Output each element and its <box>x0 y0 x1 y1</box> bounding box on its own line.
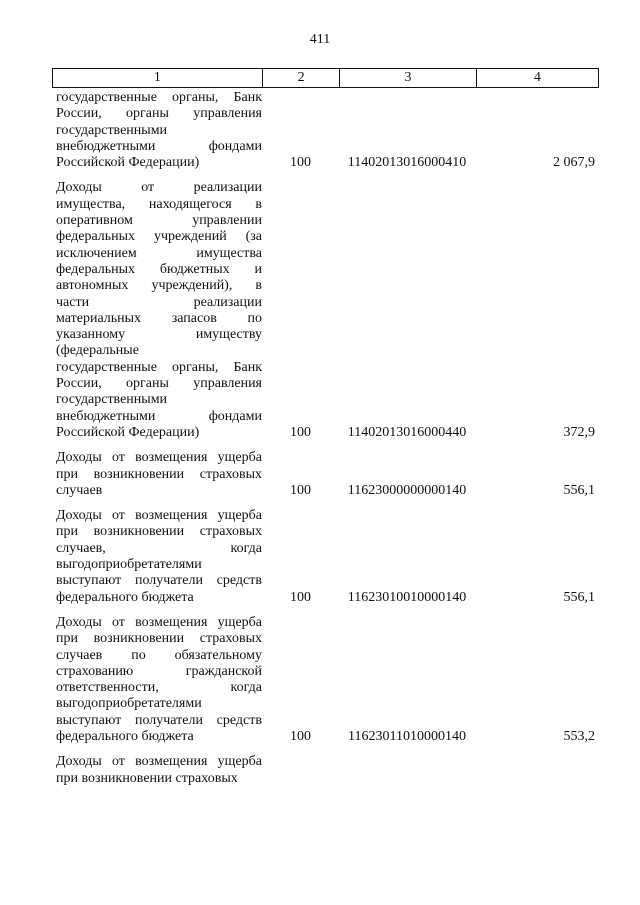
row-kbk: 11623011010000140 <box>348 728 466 744</box>
row-description <box>52 508 262 606</box>
row-amount: 556,1 <box>563 589 595 605</box>
row-description <box>52 615 262 745</box>
row-code: 100 <box>290 482 311 498</box>
description-line: федеральных учреждений (за <box>56 229 262 245</box>
description-line: указанному имуществу <box>56 327 262 343</box>
description-line: выступают получатели средств <box>56 712 262 728</box>
description-line: Доходы от возмещения ущерба <box>56 754 262 770</box>
table-row <box>52 615 599 745</box>
row-code: 100 <box>290 424 311 440</box>
description-line: внебюджетными фондами <box>56 408 262 424</box>
table-body <box>52 90 599 787</box>
row-description <box>52 180 262 441</box>
row-code: 100 <box>290 589 311 605</box>
description-line: оперативном управлении <box>56 213 262 229</box>
description-line: выгодоприобретателями <box>56 557 202 573</box>
header-col-4: 4 <box>533 70 541 85</box>
description-line: России, органы управления <box>56 106 262 122</box>
description-line: при возникновении страховых <box>56 631 262 647</box>
row-kbk: 11402013016000440 <box>347 424 467 440</box>
table-row <box>52 90 599 171</box>
header-col-1: 1 <box>53 69 263 87</box>
description-line: при возникновении страховых <box>56 466 262 482</box>
description-line: Российской Федерации) <box>56 424 200 440</box>
row-amount: 556,1 <box>563 482 595 498</box>
row-code: 100 <box>290 155 311 171</box>
description-line: государственными <box>56 122 168 138</box>
description-line: России, органы управления <box>56 376 262 392</box>
description-line: при возникновении страховых <box>56 524 262 540</box>
description-line: материальных запасов по <box>56 310 262 326</box>
description-line: случаев <box>56 482 103 498</box>
description-line: (федеральные <box>56 343 139 359</box>
row-code: 100 <box>290 728 311 744</box>
budget-table <box>52 68 599 796</box>
row-kbk: 11402013016000410 <box>347 155 467 171</box>
table-row <box>52 450 599 499</box>
description-line: внебюджетными фондами <box>56 138 262 154</box>
description-line: Доходы от возмещения ущерба <box>56 614 262 630</box>
description-line: государственными <box>56 392 168 408</box>
row-description <box>52 754 262 787</box>
row-amount: 2 067,9 <box>553 155 595 171</box>
description-line: государственные органы, Банк <box>56 90 262 105</box>
header-col-3: 3 <box>340 69 476 87</box>
description-line: федерального бюджета <box>56 728 194 744</box>
description-line: случаев, когда <box>56 540 262 556</box>
row-amount: 372,9 <box>563 424 595 440</box>
description-line: ответственности, когда <box>56 680 262 696</box>
table-row <box>52 754 599 787</box>
description-line: страхованию гражданской <box>56 663 262 679</box>
description-line: автономных учреждений), в <box>56 278 262 294</box>
description-line: при возникновении страховых <box>56 770 238 786</box>
description-line: государственные органы, Банк <box>56 359 262 375</box>
description-line: Доходы от возмещения ущерба <box>56 508 262 524</box>
description-line: федерального бюджета <box>56 589 194 605</box>
description-line: случаев по обязательному <box>56 647 262 663</box>
row-amount: 553,2 <box>563 728 595 744</box>
description-line: части реализации <box>56 294 262 310</box>
row-description <box>52 450 262 499</box>
row-description <box>52 90 262 171</box>
row-kbk: 11623010010000140 <box>347 589 467 605</box>
row-kbk: 11623000000000140 <box>347 482 467 498</box>
table-row <box>52 180 599 441</box>
page-number: 411 <box>309 32 331 47</box>
description-line: исключением имущества <box>56 245 262 261</box>
description-line: Российской Федерации) <box>56 155 200 171</box>
description-line: Доходы от возмещения ущерба <box>56 450 262 466</box>
description-line: федеральных бюджетных и <box>56 261 262 277</box>
table-header-row <box>52 68 599 88</box>
description-line: Доходы от реализации <box>56 180 262 196</box>
header-col-2: 2 <box>263 69 341 87</box>
description-line: выступают получатели средств <box>56 573 262 589</box>
table-row <box>52 508 599 606</box>
description-line: имущества, находящегося в <box>56 196 262 212</box>
description-line: выгодоприобретателями <box>56 696 202 712</box>
